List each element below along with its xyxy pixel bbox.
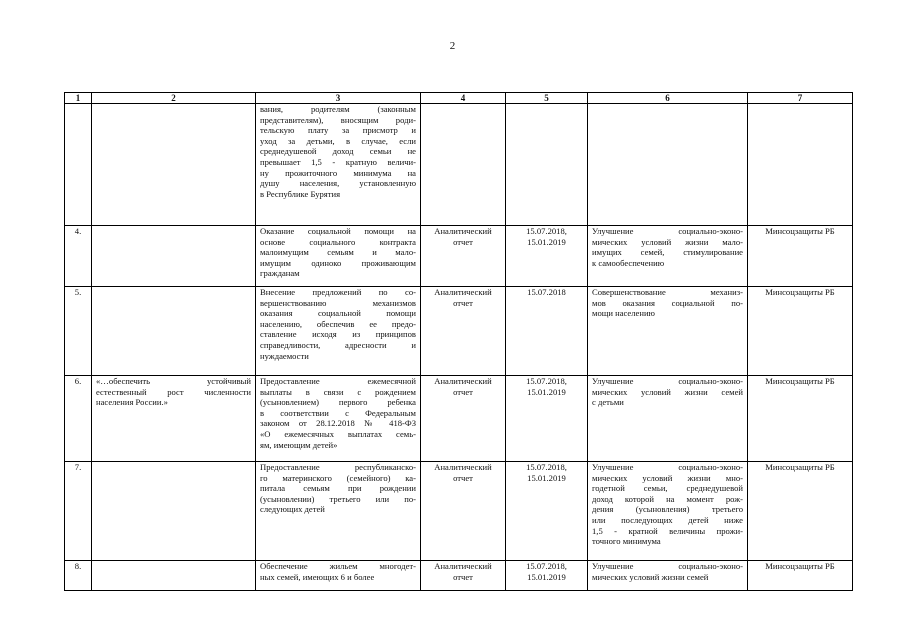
- goal-cell-line: «…обеспечить устойчивый: [96, 376, 251, 386]
- measure-cell: [256, 226, 421, 287]
- executor-cell: Минсоцзащиты РБ: [748, 561, 853, 591]
- table-row: [65, 226, 853, 287]
- report-form-cell: [421, 376, 506, 462]
- report-form-cell: [421, 462, 506, 561]
- measure-cell-line: Внесение предложений по со-: [260, 287, 416, 297]
- col-header-6: 6: [588, 93, 748, 104]
- result-cell-line: мов оказания социальной по-: [592, 297, 743, 308]
- measure-cell-line: ну прожиточного минимума на: [260, 167, 416, 178]
- table-body: [65, 104, 853, 591]
- deadline-cell: [506, 462, 588, 561]
- result-cell-line: Совершенствование механиз-: [592, 287, 743, 297]
- measure-cell-line: Предоставление ежемесячной: [260, 376, 416, 386]
- measure-cell-line: вания, родителям (законным: [260, 104, 416, 114]
- deadline-cell: [506, 226, 588, 287]
- measure-cell-line: ных семей, имеющих 6 и более: [260, 571, 375, 582]
- executor-cell: Минсоцзащиты РБ: [748, 226, 853, 287]
- result-cell-line: доход которой на момент рож-: [592, 493, 743, 504]
- deadline-cell: [506, 376, 588, 462]
- report-form-cell: [421, 226, 506, 287]
- col-header-4: 4: [421, 93, 506, 104]
- executor-cell: Минсоцзащиты РБ: [748, 287, 853, 376]
- measure-cell-line: превышает 1,5 - кратную величи-: [260, 156, 416, 167]
- result-cell: [588, 561, 748, 591]
- table-row: [65, 287, 853, 376]
- col-header-5: 5: [506, 93, 588, 104]
- goal-cell: [92, 104, 256, 226]
- result-cell: [588, 462, 748, 561]
- measure-cell-line: малоимущим семьям и мало-: [260, 247, 416, 258]
- page-number: 2: [449, 40, 456, 52]
- executor-cell: [748, 104, 853, 226]
- measure-cell: [256, 561, 421, 591]
- result-cell-line: Улучшение социально-эконо-: [592, 462, 743, 472]
- goal-cell-line: естественный рост численности: [96, 386, 251, 397]
- measure-cell-line: следующих детей: [260, 504, 325, 515]
- result-cell-line: мощи населению: [592, 308, 655, 319]
- deadline-cell-line: 15.07.2018,: [526, 462, 567, 472]
- measure-cell-line: имущим одиноко проживающим: [260, 257, 416, 268]
- result-cell-line: Улучшение социально-эконо-: [592, 226, 743, 236]
- report-form-cell-line: Аналитический: [434, 376, 492, 386]
- measure-cell-line: ям, имеющим детей»: [260, 439, 338, 450]
- deadline-cell: [506, 561, 588, 591]
- result-cell: [588, 287, 748, 376]
- result-cell-line: мических условий жизни семей: [592, 386, 743, 397]
- report-form-cell: [421, 561, 506, 591]
- result-cell-line: 1,5 - кратной величины прожи-: [592, 525, 743, 536]
- report-form-cell-line: отчет: [453, 386, 473, 397]
- deadline-cell: [506, 104, 588, 226]
- measure-cell: [256, 104, 421, 226]
- table-row: [65, 462, 853, 561]
- result-cell-line: Улучшение социально-эконо-: [592, 376, 743, 386]
- measure-cell-line: Обеспечение жильем многодет-: [260, 561, 416, 571]
- measure-cell-line: представителям), вносящим роди-: [260, 114, 416, 125]
- row-number: 5.: [65, 287, 92, 376]
- measure-cell-line: душу населения, установленную: [260, 178, 416, 189]
- measure-cell-line: (усыновлением) первого ребенка: [260, 397, 416, 408]
- goal-cell: [92, 561, 256, 591]
- report-form-cell-line: Аналитический: [434, 226, 492, 236]
- measure-cell-line: (усыновлении) третьего или по-: [260, 493, 416, 504]
- result-cell-line: имущих семей, стимулирование: [592, 247, 743, 258]
- measure-cell-line: уход за детьми, в случае, если: [260, 135, 416, 146]
- measure-cell-line: оказания социальной помощи: [260, 308, 416, 319]
- measure-cell-line: в Республике Бурятия: [260, 188, 341, 199]
- col-header-7: 7: [748, 93, 853, 104]
- result-cell-line: годетной семьи, среднедушевой: [592, 483, 743, 494]
- report-form-cell-line: отчет: [453, 472, 473, 483]
- deadline-cell-line: 15.01.2019: [527, 472, 566, 483]
- measure-cell-line: гражданам: [260, 268, 300, 279]
- result-cell-line: к самообеспечению: [592, 257, 665, 268]
- measure-cell-line: Оказание социальной помощи на: [260, 226, 416, 236]
- executor-cell: Минсоцзащиты РБ: [748, 376, 853, 462]
- goal-cell-line: населения России.»: [96, 397, 168, 408]
- row-number: [65, 104, 92, 226]
- result-cell: [588, 376, 748, 462]
- report-form-cell-line: Аналитический: [434, 462, 492, 472]
- deadline-cell-line: 15.07.2018,: [526, 376, 567, 386]
- result-cell-line: или последующих детей ниже: [592, 514, 743, 525]
- measure-cell-line: справедливости, адресности и: [260, 339, 416, 350]
- result-cell-line: Улучшение социально-эконо-: [592, 561, 743, 571]
- report-form-cell: [421, 287, 506, 376]
- measure-cell-line: тельскую плату за присмотр и: [260, 125, 416, 136]
- result-cell-line: мических условий жизни мно-: [592, 472, 743, 483]
- goal-cell: [92, 462, 256, 561]
- header-row: [65, 93, 853, 104]
- result-cell-line: мических условий жизни мало-: [592, 236, 743, 247]
- report-form-cell-line: отчет: [453, 297, 473, 308]
- measure-cell-line: основе социального контракта: [260, 236, 416, 247]
- goal-cell: [92, 376, 256, 462]
- measure-cell-line: вершенствованию механизмов: [260, 297, 416, 308]
- measure-cell-line: питала семьям при рождении: [260, 483, 416, 494]
- result-cell: [588, 226, 748, 287]
- measure-cell-line: го материнского (семейного) ка-: [260, 472, 416, 483]
- report-form-cell-line: отчет: [453, 571, 473, 582]
- measure-cell: [256, 287, 421, 376]
- result-cell: [588, 104, 748, 226]
- executor-cell: Минсоцзащиты РБ: [748, 462, 853, 561]
- row-number: 8.: [65, 561, 92, 591]
- goal-cell: [92, 226, 256, 287]
- deadline-cell-line: 15.07.2018: [527, 287, 566, 297]
- measure-cell-line: ставление исходя из принципов: [260, 329, 416, 340]
- deadline-cell-line: 15.01.2019: [527, 236, 566, 247]
- result-cell-line: мических условий жизни семей: [592, 571, 709, 582]
- table-row: [65, 376, 853, 462]
- col-header-1: 1: [65, 93, 92, 104]
- deadline-cell: [506, 287, 588, 376]
- goal-cell: [92, 287, 256, 376]
- deadline-cell-line: 15.01.2019: [527, 571, 566, 582]
- deadline-cell-line: 15.07.2018,: [526, 226, 567, 236]
- measure-cell-line: выплаты в связи с рождением: [260, 386, 416, 397]
- measure-cell-line: среднедушевой доход семьи не: [260, 146, 416, 157]
- report-form-cell-line: Аналитический: [434, 287, 492, 297]
- measure-cell-line: населению, обеспечив ее предо-: [260, 318, 416, 329]
- table-row: [65, 561, 853, 591]
- row-number: 4.: [65, 226, 92, 287]
- row-number: 6.: [65, 376, 92, 462]
- report-form-cell-line: Аналитический: [434, 561, 492, 571]
- report-form-cell-line: отчет: [453, 236, 473, 247]
- measure-cell-line: в соответствии с Федеральным: [260, 407, 416, 418]
- measure-cell: [256, 376, 421, 462]
- measure-cell-line: законом от 28.12.2018 № 418-ФЗ: [260, 418, 416, 429]
- result-cell-line: точного минимума: [592, 536, 661, 547]
- deadline-cell-line: 15.07.2018,: [526, 561, 567, 571]
- col-header-3: 3: [256, 93, 421, 104]
- table-row: [65, 104, 853, 226]
- deadline-cell-line: 15.01.2019: [527, 386, 566, 397]
- measure-cell-line: «О ежемесячных выплатах семь-: [260, 428, 416, 439]
- result-cell-line: с детьми: [592, 397, 624, 408]
- report-form-cell: [421, 104, 506, 226]
- result-cell-line: дения (усыновления) третьего: [592, 504, 743, 515]
- measures-table: [64, 92, 853, 591]
- measure-cell-line: Предоставление республиканско-: [260, 462, 416, 472]
- row-number: 7.: [65, 462, 92, 561]
- col-header-2: 2: [92, 93, 256, 104]
- measure-cell-line: нуждаемости: [260, 350, 309, 361]
- measure-cell: [256, 462, 421, 561]
